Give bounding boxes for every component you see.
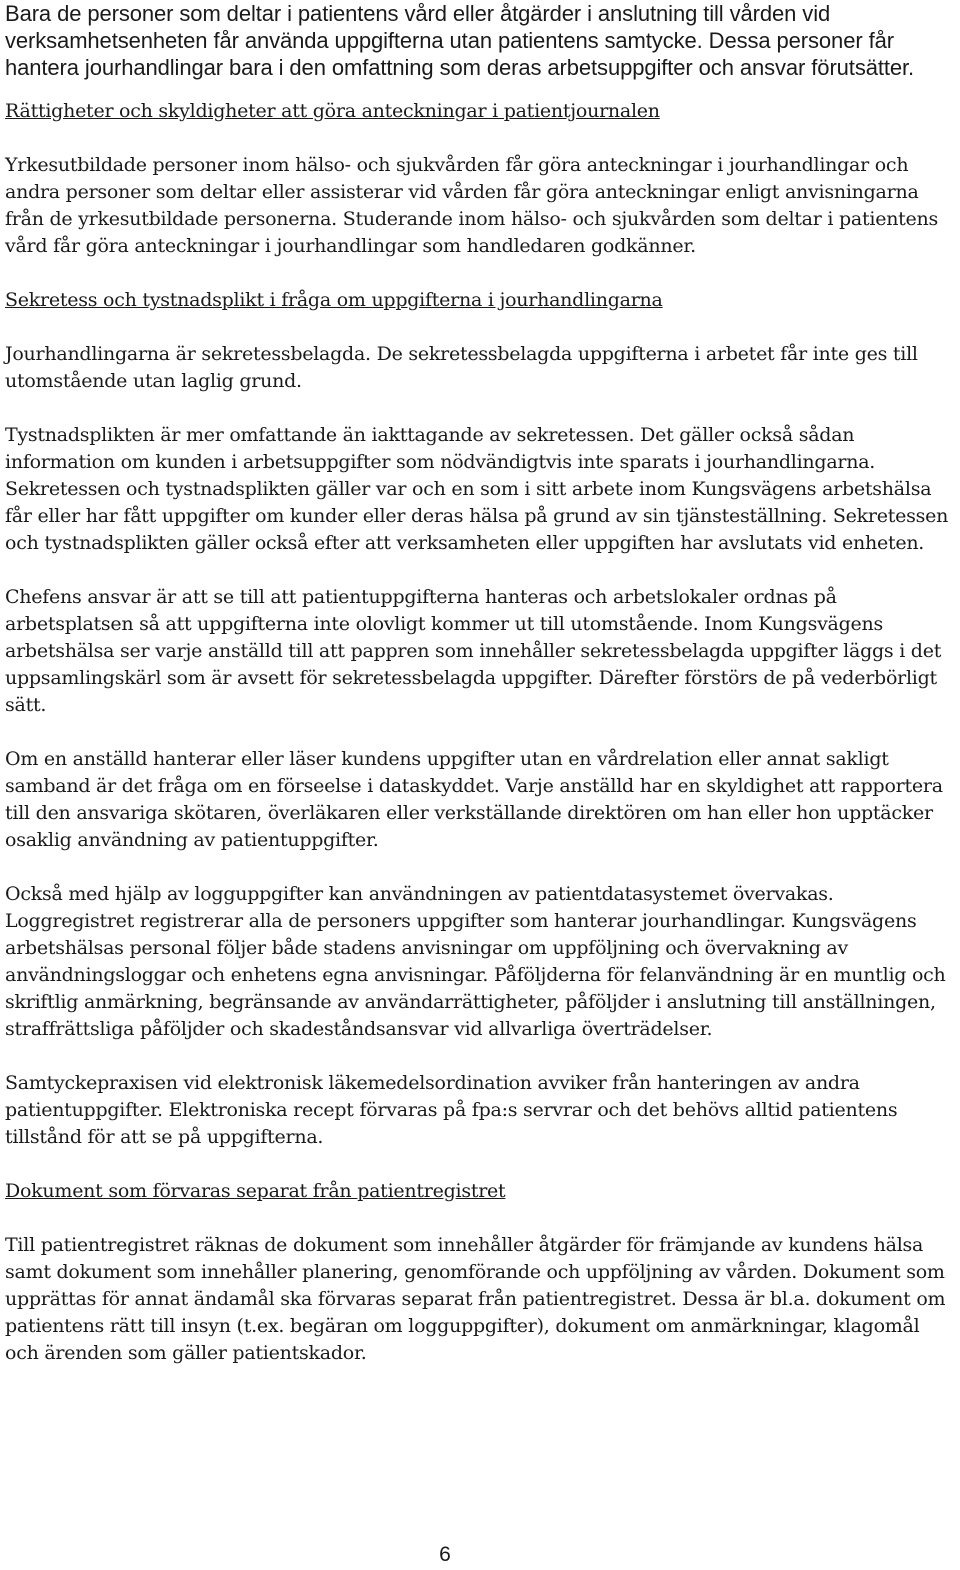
document-page (5, 0, 957, 1394)
paragraph-separate-documents: Till patientregistret räknas de dokument som innehåller åtgärder för främjande av kundens hälsa samt dokument som innehåller planering, genomförande och uppföljning av vården. Dokument som upprättas för annat ändamål ska förvaras separat från patientregistret. Dessa är bl.a. dokument om patientens rätt till insyn (t.ex. begäran om logguppgifter), dokument om anmärkningar, klagomål och ärenden som gäller patientskador. (5, 1234, 946, 1364)
intro-paragraph: Bara de personer som deltar i patientens vård eller åtgärder i anslutning till vården vid verksamhetsenheten får använda uppgifterna utan patientens samtycke. Dessa personer får hantera jourhandlingar bara i den omfattning som deras arbetsuppgifter och ansvar förutsätter. (5, 1, 915, 80)
paragraph-log-monitoring: Också med hjälp av logguppgifter kan användningen av patientdatasystemet övervakas. Loggregistret registrerar alla de personers uppgifter som hanterar jourhandlingar. Kungsvägens arbetshälsas personal följer både stadens anvisningar om uppföljning och övervakning av användningsloggar och enhetens egna anvisningar. Påföljderna för felanvändning är en muntlig och skriftlig anmärkning, begränsande av användarrättigheter, påföljder i anslutning till anställningen, straffrättsliga påföljder och skadeståndsansvar vid allvarliga överträdelser. (5, 883, 946, 1040)
paragraph-duty-of-secrecy: Tystnadsplikten är mer omfattande än iakttagande av sekretessen. Det gäller också sådan information om kunden i arbetsuppgifter som nödvändigtvis inte sparats i jourhandlingarna. Sekretessen och tystnadsplikten gäller var och en som i sitt arbete inom Kungsvägens arbetshälsa får eller har fått uppgifter om kunder eller deras hälsa på grund av sin tjänsteställning. Sekretessen och tystnadsplikten gäller också efter att verksamheten eller uppgiften har avslutats vid enheten. (5, 424, 949, 554)
section-heading-confidentiality: Sekretess och tystnadsplikt i fråga om uppgifterna i jourhandlingarna (5, 289, 663, 311)
paragraph-e-prescription-consent: Samtyckepraxisen vid elektronisk läkemedelsordination avviker från hanteringen av andra patientuppgifter. Elektroniska recept förvaras på fpa:s servrar och det behövs alltid patientens tillstånd för att se på uppgifterna. (5, 1072, 898, 1148)
paragraph-manager-responsibility: Chefens ansvar är att se till att patientuppgifterna hanteras och arbetslokaler ordnas på arbetsplatsen så att uppgifterna inte olovligt kommer ut till utomstående. Inom Kungsvägens arbetshälsa ser varje anställd till att pappren som innehåller sekretessbelagda uppgifter läggs i det uppsamlingskärl som är avsett för sekretessbelagda uppgifter. Därefter förstörs de på vederbörligt sätt. (5, 586, 942, 716)
page-number: 6 (439, 1543, 451, 1566)
section-heading-separate-documents: Dokument som förvaras separat från patientregistret (5, 1180, 506, 1202)
paragraph-recording-rights: Yrkesutbildade personer inom hälso- och sjukvården får göra anteckningar i jourhandlingar och andra personer som deltar eller assisterar vid vården får göra anteckningar enligt anvisningarna från de yrkesutbildade personerna. Studerande inom hälso- och sjukvården som deltar i patientens vård får göra anteckningar i jourhandlingar som handledaren godkänner. (5, 154, 939, 257)
paragraph-data-breach-reporting: Om en anställd hanterar eller läser kundens uppgifter utan en vårdrelation eller annat sakligt samband är det fråga om en förseelse i dataskyddet. Varje anställd har en skyldighet att rapportera till den ansvariga skötaren, överläkaren eller verkställande direktören om han eller hon upptäcker osaklig användning av patientuppgifter. (5, 748, 943, 851)
paragraph-confidential-records: Jourhandlingarna är sekretessbelagda. De sekretessbelagda uppgifterna i arbetet får inte ges till utomstående utan laglig grund. (5, 343, 918, 392)
section-heading-recording-rights: Rättigheter och skyldigheter att göra anteckningar i patientjournalen (5, 100, 660, 122)
